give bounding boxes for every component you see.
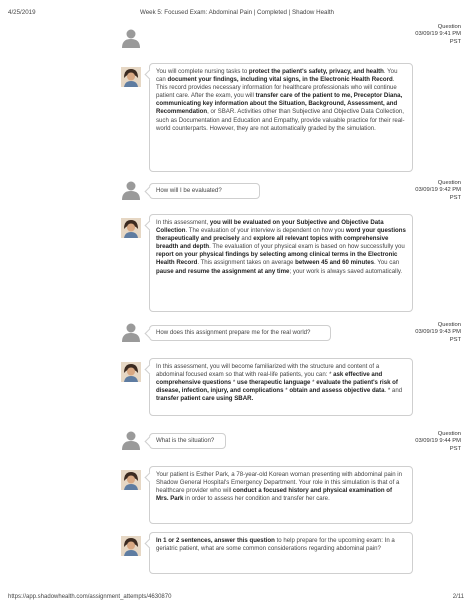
answer-segment: . This record provides necessary information for healthcare professionals who will continue patient care. After the exam, you will	[156, 76, 397, 100]
answer-segment: In this assessment, you will become familiarized with the structure and content of a abdominal focused exam so that with real-life patients, you can: *	[156, 363, 380, 379]
answer-segment: *	[310, 379, 317, 387]
student-avatar-icon	[121, 322, 141, 342]
question-text: What is the situation?	[156, 437, 215, 444]
answer-bold-segment: ask effective and comprehensive questions	[156, 371, 383, 387]
answer-bold-segment: transfer care of the patient to me, Preceptor Diana, communicating key information about the Situation, Background, Assessment, and Recommendation	[156, 92, 403, 116]
student-avatar-icon	[121, 180, 141, 200]
answer-text	[156, 537, 406, 553]
answer-bold-segment: you will be evaluated on your Subjective and Objective Data Collection	[156, 219, 384, 235]
answer-bold-segment: pause and resume the assignment at any time	[156, 267, 290, 275]
answer-bold-segment: word your questions therapeutically and precisely	[156, 227, 406, 243]
entry-meta: Question 03/09/19 9:42 PM PST	[415, 180, 461, 201]
answer-segment: ; your work is always saved automatically.	[289, 267, 403, 275]
preceptor-avatar	[121, 362, 141, 382]
answer-bold-segment: evaluate the patient's risk of disease, infection, injury, and complications	[156, 379, 398, 395]
answer-segment: You will complete nursing tasks to	[156, 68, 249, 75]
answer-bold-segment: report on your physical findings by selecting among clinical terms in the Electronic Health Record	[156, 251, 398, 267]
answer-bold-segment: protect the patient's safety, privacy, and health	[248, 68, 384, 75]
print-date: 4/25/2019	[8, 9, 36, 16]
answer-bold-segment: between 45 and 60 minutes	[295, 259, 375, 267]
print-header	[0, 0, 474, 22]
answer-segment: . The evaluation of your physical exam is based on how successfully you	[209, 243, 405, 251]
page-number: 2/11	[452, 594, 464, 600]
preceptor-answer-bubble	[149, 532, 413, 574]
answer-segment: . You can	[374, 259, 400, 267]
answer-text	[156, 68, 406, 133]
preceptor-avatar	[121, 218, 141, 238]
answer-text	[156, 471, 406, 503]
entry-meta: Question 03/09/19 9:44 PM PST	[415, 431, 461, 452]
student-avatar-icon	[121, 430, 141, 450]
answer-bold-segment: explore all relevant topics with comprehensive breadth and depth	[156, 235, 389, 251]
preceptor-answer-bubble	[149, 466, 413, 524]
answer-segment: . * and	[384, 387, 403, 395]
preceptor-answer-bubble	[149, 63, 413, 172]
answer-text	[156, 363, 406, 403]
preceptor-avatar	[121, 536, 141, 556]
student-question-bubble	[149, 433, 226, 449]
preceptor-answer-bubble	[149, 214, 413, 312]
answer-text	[156, 219, 406, 276]
answer-segment: and	[239, 235, 254, 243]
answer-segment: Your patient is Esther Park, a 78-year-old Korean woman presenting with abdominal pain in Shadow General Hospital's Emergency Department. Your role in this simulation is that of a healthcare provider who will	[156, 471, 403, 495]
answer-bold-segment: document your findings, including vital signs, in the Electronic Health Record	[167, 76, 393, 84]
student-avatar-icon	[121, 28, 141, 48]
answer-segment: *	[283, 387, 290, 395]
answer-segment: . This assignment takes on average	[197, 259, 296, 267]
entry-meta: Question 03/09/19 9:41 PM PST	[415, 24, 461, 45]
answer-segment: , or SBAR. Activities other than Subjective and Objective Data Collection, such as Documentation and Education and Empathy, provide valuable practice for their real-world counterparts. However, they are not automatically graded by the simulation.	[156, 108, 405, 132]
entry-meta: Question 03/09/19 9:43 PM PST	[415, 322, 461, 343]
answer-segment: . You can	[156, 68, 398, 84]
question-text: How does this assignment prepare me for the real world?	[156, 329, 311, 336]
preceptor-answer-bubble	[149, 358, 413, 416]
answer-segment: *	[231, 379, 237, 387]
student-question-bubble	[149, 325, 331, 341]
answer-bold-segment: obtain and assess objective data	[289, 387, 385, 395]
preceptor-avatar	[121, 67, 141, 87]
answer-bold-segment: In 1 or 2 sentences, answer this question	[156, 537, 275, 544]
answer-segment: In this assessment,	[156, 219, 210, 226]
print-title: Week 5: Focused Exam: Abdominal Pain | Completed | Shadow Health	[140, 9, 334, 16]
answer-segment: in order to assess her condition and transfer her care.	[183, 495, 330, 503]
preceptor-avatar	[121, 470, 141, 490]
answer-segment: to help prepare for the upcoming exam: In a geriatric patient, what are some common considerations regarding abdominal pain?	[156, 537, 395, 553]
answer-bold-segment: use therapeutic language	[236, 379, 311, 387]
answer-segment: . The evaluation of your interview is dependent on how you	[185, 227, 346, 235]
page-url: https://app.shadowhealth.com/assignment_attempts/4630870	[8, 594, 172, 600]
answer-bold-segment: conduct a focused history and physical examination of Mrs. Park	[156, 487, 393, 503]
student-question-bubble	[149, 183, 260, 199]
question-text: How will I be evaluated?	[156, 187, 222, 194]
answer-bold-segment: transfer patient care using SBAR.	[156, 395, 254, 403]
